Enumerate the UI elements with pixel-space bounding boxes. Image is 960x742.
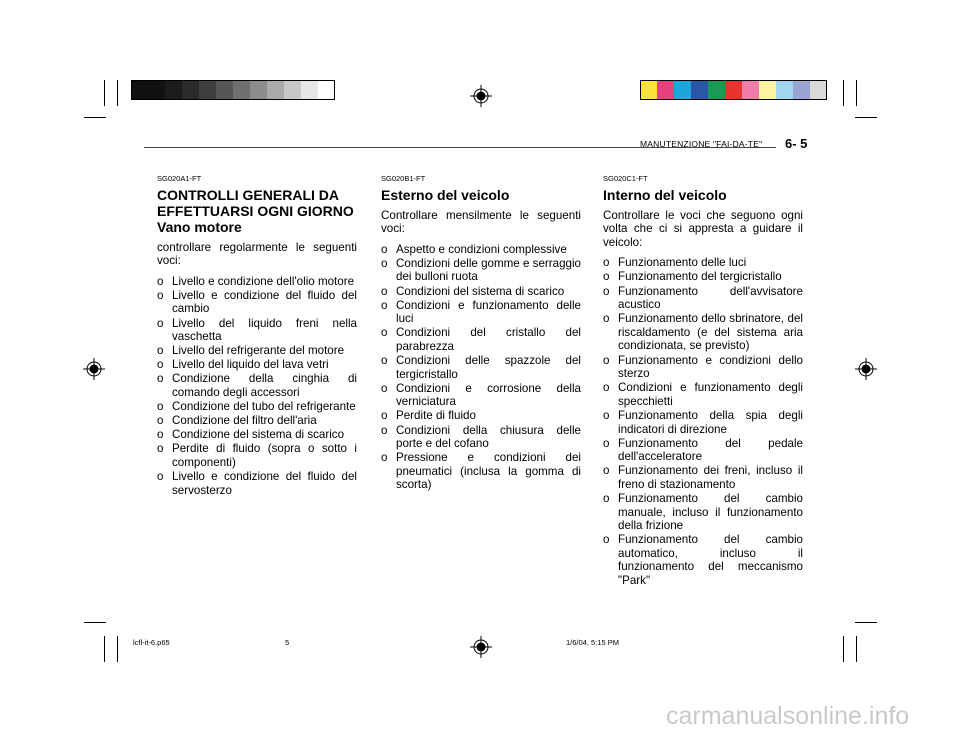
checklist-item: o Livello del liquido freni nella vaschetta xyxy=(157,317,357,344)
checklist-item: o Funzionamento della spia degli indicatori di direzione xyxy=(603,409,803,436)
checklist xyxy=(381,243,581,492)
calibration-bar-outline xyxy=(640,80,827,100)
checklist-item: o Funzionamento dell'avvisatore acustico xyxy=(603,285,803,312)
checklist-item: o Funzionamento del pedale dell'acceleratore xyxy=(603,437,803,464)
crop-mark xyxy=(117,636,118,662)
checklist-item: o Funzionamento del tergicristallo xyxy=(603,270,803,284)
crop-mark xyxy=(117,80,118,106)
checklist-item: o Condizioni e funzionamento degli specchietti xyxy=(603,381,803,408)
checklist-item: o Perdite di fluido xyxy=(381,409,581,423)
checklist-item: o Condizioni della chiusura delle porte e del cofano xyxy=(381,424,581,451)
checklist-item: o Condizioni delle gomme e serraggio dei bulloni ruota xyxy=(381,257,581,284)
registration-mark-icon xyxy=(470,636,492,658)
checklist-item: o Condizione del sistema di scarico xyxy=(157,428,357,442)
crop-mark xyxy=(84,117,106,118)
checklist-item: o Perdite di fluido (sopra o sotto i componenti) xyxy=(157,442,357,469)
section-title: Vano motore xyxy=(157,218,242,235)
crop-mark xyxy=(104,80,105,106)
checklist-item: o Condizioni delle spazzole del tergicristallo xyxy=(381,354,581,381)
section-code: SG020C1-FT xyxy=(603,174,648,183)
checklist-item: o Condizioni del sistema di scarico xyxy=(381,285,581,299)
checklist-item: o Condizione del tubo del refrigerante xyxy=(157,400,357,414)
section-title: Esterno del veicolo xyxy=(381,186,510,203)
watermark: carmanualsonline.info xyxy=(666,702,910,730)
checklist-item: o Funzionamento e condizioni dello sterzo xyxy=(603,354,803,381)
section-title: MANUTENZIONE "FAI-DA-TE" xyxy=(640,139,763,149)
registration-mark-icon xyxy=(855,358,877,380)
column-interior xyxy=(603,172,803,588)
checklist-item: o Condizione della cinghia di comando degli accessori xyxy=(157,372,357,399)
checklist-item: o Pressione e condizioni dei pneumatici (inclusa la gomma di scorta) xyxy=(381,451,581,492)
crop-mark xyxy=(843,636,844,662)
column-exterior xyxy=(381,172,581,492)
checklist-item: o Condizione del filtro dell'aria xyxy=(157,414,357,428)
crop-mark xyxy=(855,622,877,623)
crop-mark xyxy=(855,117,877,118)
checklist-item: o Condizioni e corrosione della verniciatura xyxy=(381,382,581,409)
section-title: Interno del veicolo xyxy=(603,186,727,203)
registration-mark-icon xyxy=(470,85,492,107)
checklist-item: o Livello e condizione del fluido del servosterzo xyxy=(157,470,357,497)
section-code: SG020A1-FT xyxy=(157,174,202,183)
column-engine-bay xyxy=(157,172,357,498)
checklist-item: o Livello e condizione dell'olio motore xyxy=(157,275,357,289)
section-intro: Controllare le voci che seguono ogni volta che ci si appresta a guidare il veicolo: xyxy=(603,208,803,249)
checklist-item: o Condizioni e funzionamento delle luci xyxy=(381,299,581,326)
footer-filename: lcfl-it-6.p65 xyxy=(133,638,170,647)
checklist-item: o Livello del liquido del lava vetri xyxy=(157,358,357,372)
crop-mark xyxy=(84,622,106,623)
checklist-item: o Condizioni del cristallo del parabrezza xyxy=(381,326,581,353)
section-intro: Controllare mensilmente le seguenti voci: xyxy=(381,208,581,236)
crop-mark xyxy=(843,80,844,106)
section-heading: CONTROLLI GENERALI DA EFFETTUARSI OGNI GIORNO xyxy=(157,186,354,219)
section-intro: controllare regolarmente le seguenti voci: xyxy=(157,240,357,268)
checklist-item: o Livello del refrigerante del motore xyxy=(157,344,357,358)
page-number: 6- 5 xyxy=(785,136,808,151)
calibration-bar-outline xyxy=(131,80,335,100)
checklist-item: o Funzionamento del cambio manuale, incluso il funzionamento della frizione xyxy=(603,492,803,533)
checklist xyxy=(603,256,803,587)
footer-date: 1/6/04, 5:15 PM xyxy=(566,638,619,647)
checklist-item: o Funzionamento delle luci xyxy=(603,256,803,270)
registration-mark-icon xyxy=(83,358,105,380)
checklist-item: o Livello e condizione del fluido del cambio xyxy=(157,289,357,316)
checklist-item: o Funzionamento del cambio automatico, incluso il funzionamento del meccanismo "Park" xyxy=(603,533,803,587)
checklist-item: o Funzionamento dello sbrinatore, del riscaldamento (e del sistema aria condizionata, se previsto) xyxy=(603,312,803,353)
checklist-item: o Aspetto e condizioni complessive xyxy=(381,243,581,257)
checklist-item: o Funzionamento dei freni, incluso il freno di stazionamento xyxy=(603,464,803,491)
section-code: SG020B1-FT xyxy=(381,174,426,183)
crop-mark xyxy=(856,636,857,662)
crop-mark xyxy=(104,636,105,662)
crop-mark xyxy=(856,80,857,106)
footer-page: 5 xyxy=(285,638,290,647)
checklist xyxy=(157,275,357,498)
